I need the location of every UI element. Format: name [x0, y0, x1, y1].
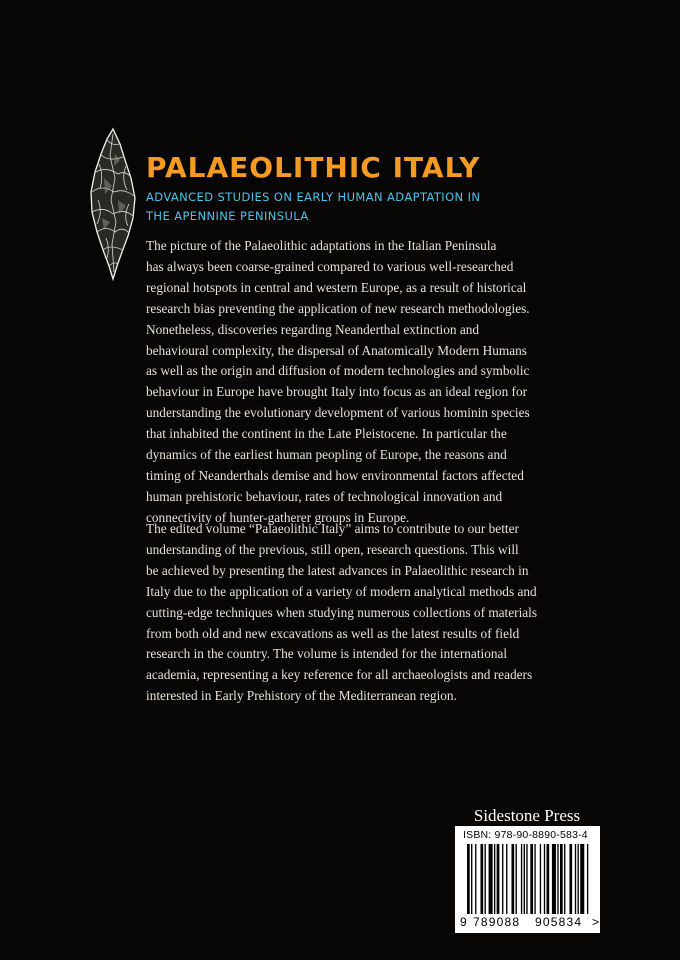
barcode-bar: [475, 844, 476, 914]
barcode-bar: [544, 844, 545, 914]
text-line: Italy due to the application of a variety of modern analytical methods and: [146, 583, 537, 599]
barcode-bar: [506, 844, 507, 914]
barcode-right-digits: 905834: [535, 915, 583, 929]
barcode-bar: [564, 844, 565, 914]
text-line: connectivity of hunter-gatherer groups in Europe.: [146, 509, 410, 525]
text-line: has always been coarse-grained compared to various well-researched: [146, 258, 514, 274]
barcode-bar: [526, 844, 527, 914]
text-line: human prehistoric behaviour, rates of technological innovation and: [146, 488, 503, 504]
text-line: cutting-edge techniques when studying numerous collections of materials: [146, 604, 538, 620]
text-line: behavioural complexity, the dispersal of Anatomically Modern Humans: [146, 342, 527, 358]
barcode-bar: [516, 844, 517, 914]
book-title: PALAEOLITHIC ITALY: [146, 151, 481, 184]
barcode-bar: [534, 844, 535, 914]
text-line: research bias preventing the application of new research methodologies.: [146, 300, 530, 316]
barcode-bar: [552, 844, 556, 914]
text-line: timing of Neanderthals demise and how environmental factors affected: [146, 467, 524, 483]
barcode-bar: [467, 844, 470, 914]
barcode-trailing-mark: >: [592, 915, 600, 929]
barcode-bar: [560, 844, 563, 914]
flint-point-icon: [88, 126, 138, 282]
barcode-bar: [489, 844, 493, 914]
isbn-label: ISBN: 978-90-8890-583-4: [463, 829, 588, 841]
barcode-bar: [494, 844, 495, 914]
barcode-bar: [580, 844, 584, 914]
barcode-bar: [587, 844, 588, 914]
publisher-name: Sidestone Press: [473, 806, 581, 825]
book-subtitle: [146, 188, 506, 226]
text-line: be achieved by presenting the latest advances in Palaeolithic research in: [146, 562, 529, 578]
isbn-barcode: [455, 826, 600, 933]
barcode-bars: [467, 844, 591, 914]
barcode-bar: [540, 844, 541, 914]
text-line: dynamics of the earliest human peopling of Europe, the reasons and: [146, 447, 507, 463]
text-line: research in the country. The volume is intended for the international: [146, 646, 508, 662]
barcode-bar: [497, 844, 500, 914]
barcode-bar: [471, 844, 472, 914]
barcode-bar: [502, 844, 503, 914]
barcode-bar: [575, 844, 576, 914]
blurb-paragraph-1: [146, 236, 530, 529]
text-line: as well as the origin and diffusion of modern technologies and symbolic: [146, 363, 530, 379]
subtitle-line: ADVANCED STUDIES ON EARLY HUMAN ADAPTATION IN: [146, 190, 481, 204]
barcode-bar: [530, 844, 533, 914]
text-line: interested in Early Prehistory of the Mediterranean region.: [146, 688, 457, 704]
barcode-bar: [524, 844, 525, 914]
subtitle-line: THE APENNINE PENINSULA: [146, 209, 309, 223]
text-line: understanding of the previous, still open, research questions. This will: [146, 541, 519, 557]
barcode-bar: [578, 844, 579, 914]
text-line: that inhabited the continent in the Late Pleistocene. In particular the: [146, 426, 507, 442]
barcode-left-digits: 789088: [473, 915, 521, 929]
text-line: The edited volume “Palaeolithic Italy” aims to contribute to our better: [146, 521, 519, 536]
text-line: behaviour in Europe have brought Italy into focus as an ideal region for: [146, 384, 528, 400]
text-line: from both old and new excavations as well as the latest results of field: [146, 625, 520, 641]
barcode-bar: [521, 844, 522, 914]
barcode-lead-digit: 9: [460, 915, 467, 929]
text-line: regional hotspots in central and western Europe, as a result of historical: [146, 279, 527, 295]
barcode-bar: [547, 844, 550, 914]
barcode-bar: [480, 844, 483, 914]
barcode-bar: [485, 844, 486, 914]
barcode-bar: [569, 844, 572, 914]
text-line: academia, representing a key reference for all archaeologists and readers: [146, 667, 533, 683]
text-line: The picture of the Palaeolithic adaptations in the Italian Peninsula: [146, 238, 497, 253]
text-line: understanding the evolutionary development of various hominin species: [146, 405, 530, 421]
blurb-paragraph-2: [146, 519, 537, 707]
barcode-bar: [511, 844, 514, 914]
text-line: Nonetheless, discoveries regarding Neanderthal extinction and: [146, 321, 480, 337]
barcode-bar: [557, 844, 558, 914]
